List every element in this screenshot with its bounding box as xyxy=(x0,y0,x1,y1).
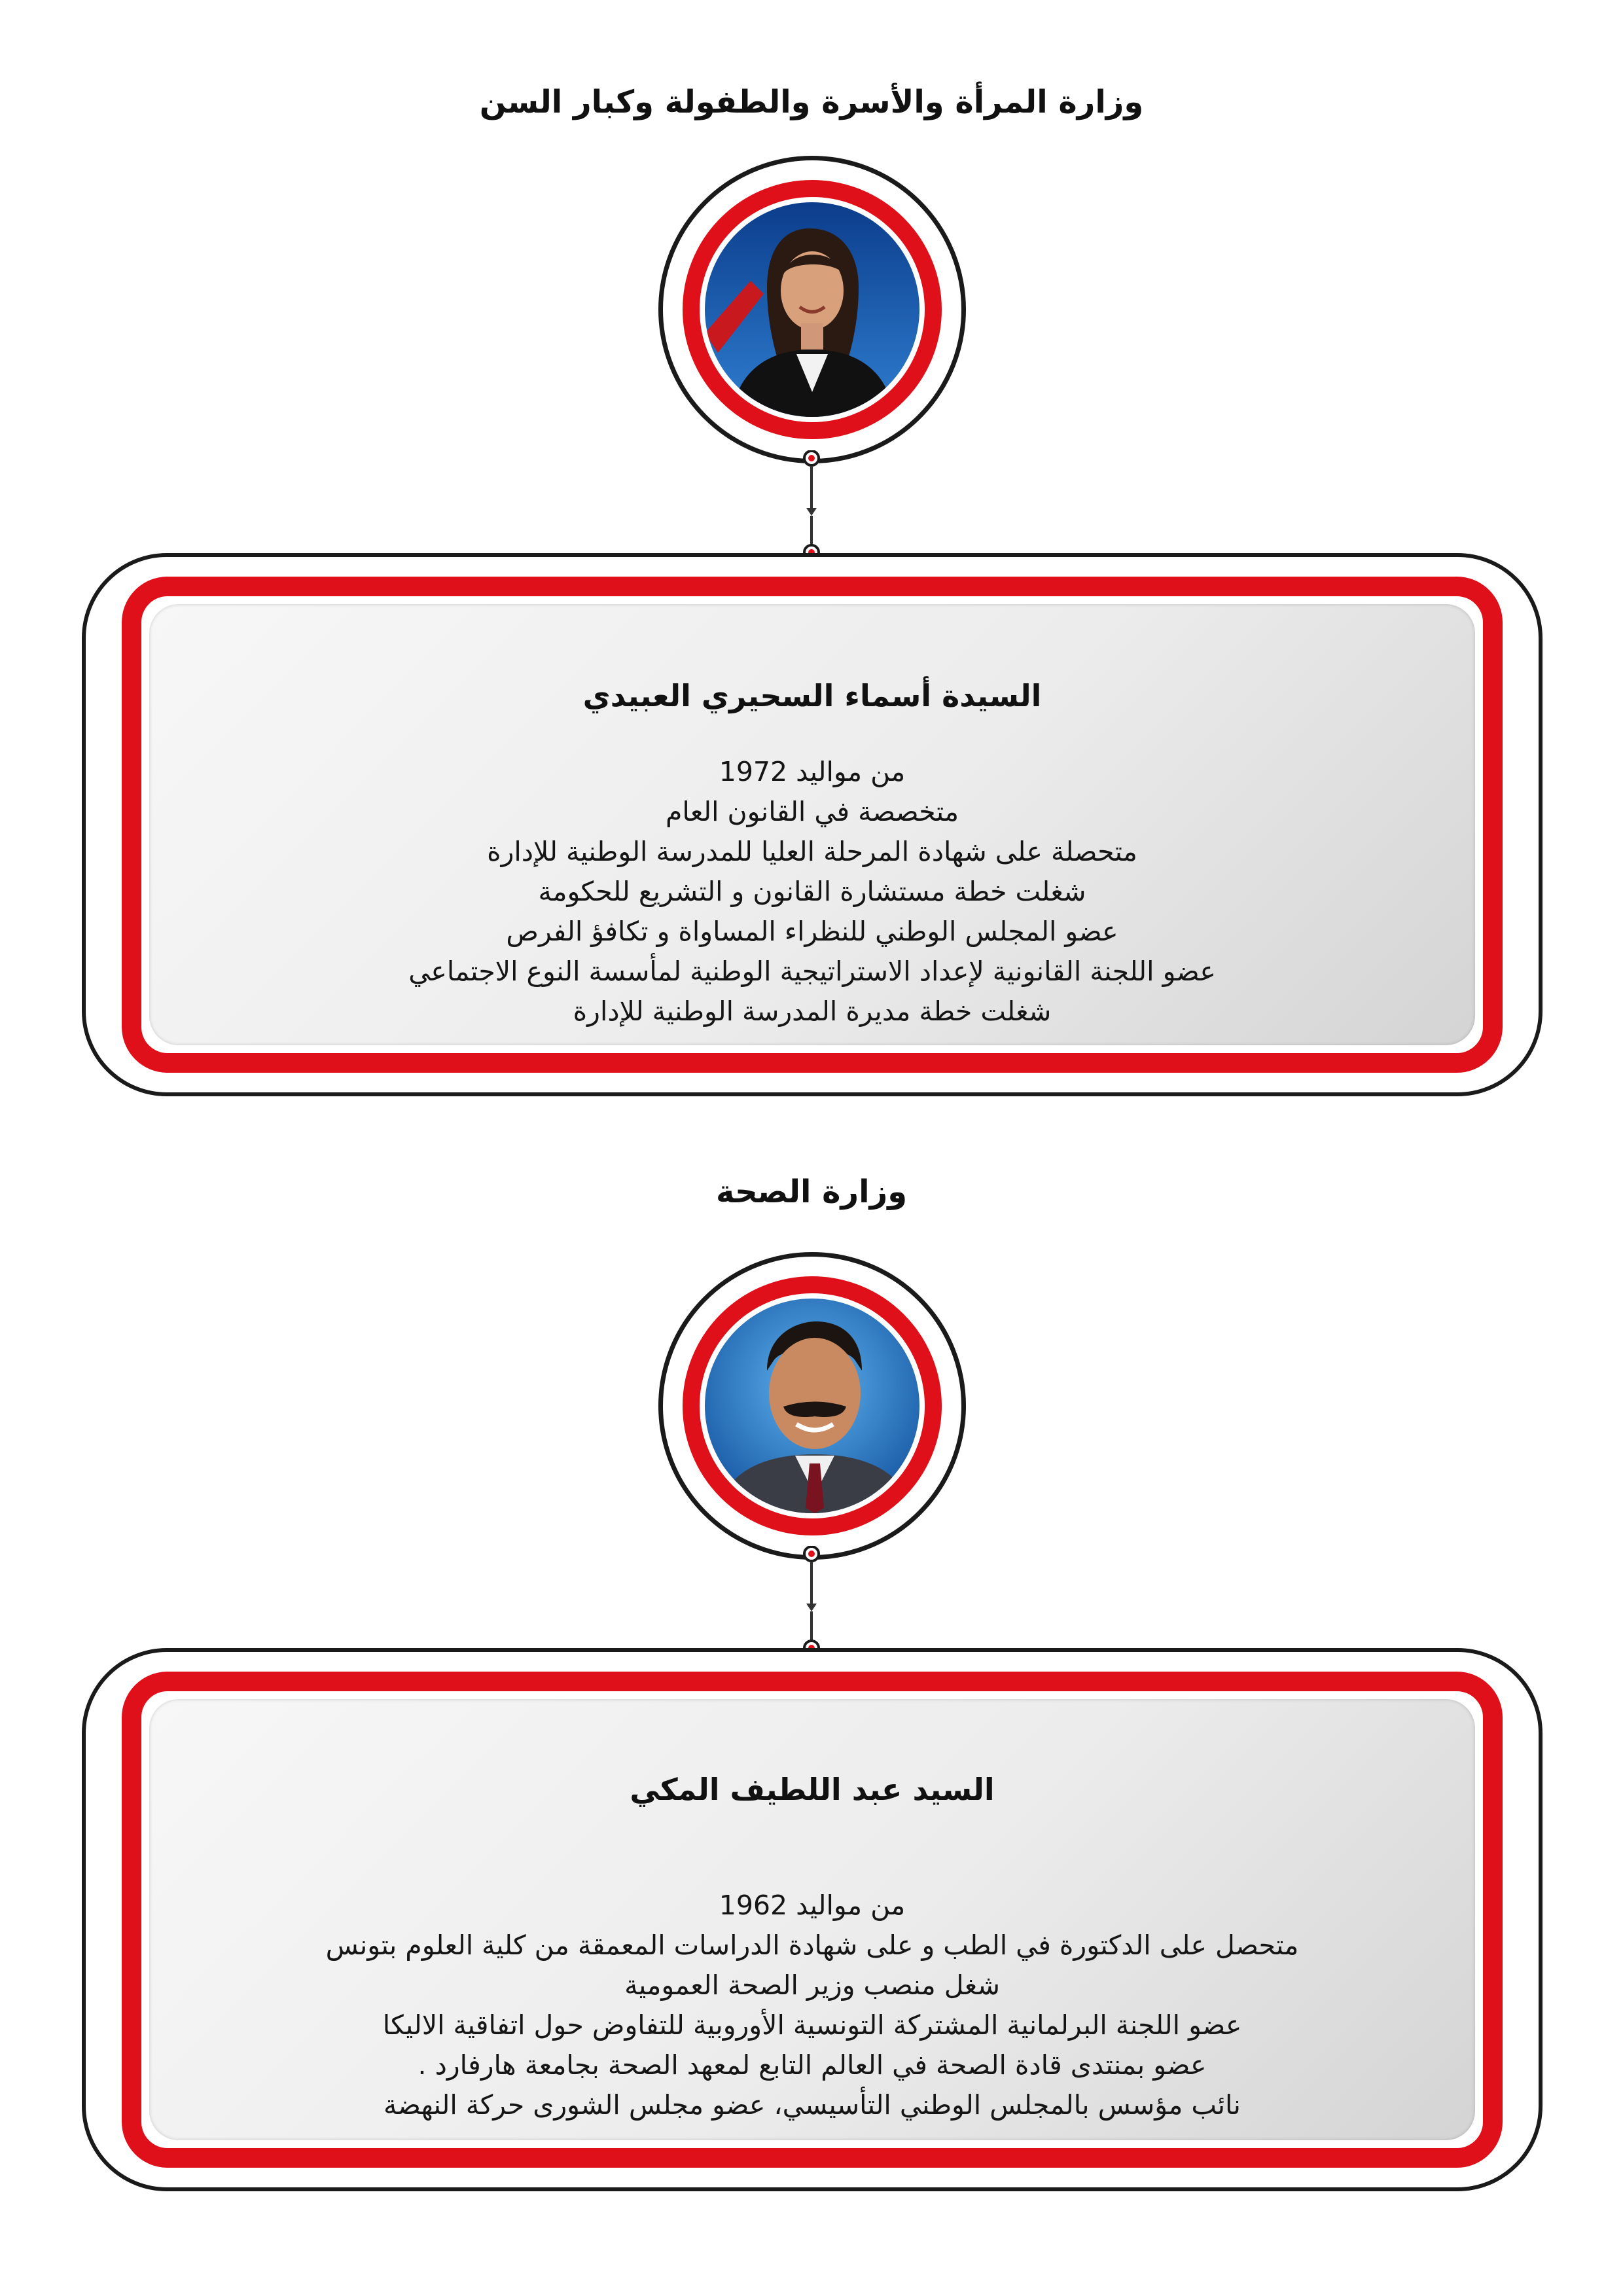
bio-line: شغلت خطة مستشارة القانون و التشريع للحكومة xyxy=(538,876,1086,907)
male-minister-portrait xyxy=(705,1299,919,1513)
bio-line: متحصلة على شهادة المرحلة العليا للمدرسة الوطنية للإدارة xyxy=(487,836,1137,867)
card-content-area xyxy=(149,604,1475,1045)
ministry-title-health: وزارة الصحة xyxy=(715,1174,908,1210)
bio-line: عضو بمنتدى قادة الصحة في العالم التابع لمعهد الصحة بجامعة هارفارد . xyxy=(418,2049,1207,2081)
card-red-border xyxy=(122,1672,1503,2168)
minister-photo xyxy=(705,1299,919,1513)
portrait-red-ring xyxy=(683,180,942,439)
bio-line: نائب مؤسس بالمجلس الوطني التأسيسي، عضو مجلس الشورى حركة النهضة xyxy=(383,2089,1241,2121)
bio-line: عضو اللجنة البرلمانية المشتركة التونسية الأوروبية للتفاوض حول اتفاقية الاليكا xyxy=(382,2009,1242,2041)
biography-list xyxy=(149,752,1475,1031)
ministry-title-women-family: وزارة المرأة والأسرة والطفولة وكبار السن xyxy=(479,84,1144,120)
minister-photo xyxy=(705,202,919,417)
minister-portrait-frame xyxy=(658,1252,966,1560)
minister-name: السيدة أسماء السحيري العبيدي xyxy=(582,678,1042,713)
bio-line: شغل منصب وزير الصحة العمومية xyxy=(624,1969,1000,2001)
bio-line: متحصل على الدكتورة في الطب و على شهادة الدراسات المعمقة من كلية العلوم بتونس xyxy=(325,1929,1299,1961)
card-content-area xyxy=(149,1699,1475,2140)
bio-line: متخصصة في القانون العام xyxy=(665,796,959,827)
biography-card xyxy=(82,1648,1543,2191)
minister-name: السيد عبد اللطيف المكي xyxy=(630,1772,995,1807)
minister-portrait-frame xyxy=(658,156,966,463)
female-minister-portrait xyxy=(705,202,919,417)
bio-line: عضو اللجنة القانونية لإعداد الاستراتيجية الوطنية لمأسسة النوع الاجتماعي xyxy=(408,956,1216,987)
bio-line: من مواليد 1962 xyxy=(719,1890,906,1921)
card-red-border xyxy=(122,577,1503,1073)
portrait-red-ring xyxy=(683,1276,942,1535)
biography-list xyxy=(149,1886,1475,2125)
bio-line: شغلت خطة مديرة المدرسة الوطنية للإدارة xyxy=(573,996,1052,1027)
bio-line: عضو المجلس الوطني للنظراء المساواة و تكافؤ الفرص xyxy=(506,916,1118,947)
bio-line: من مواليد 1972 xyxy=(719,756,906,787)
biography-card xyxy=(82,553,1543,1096)
